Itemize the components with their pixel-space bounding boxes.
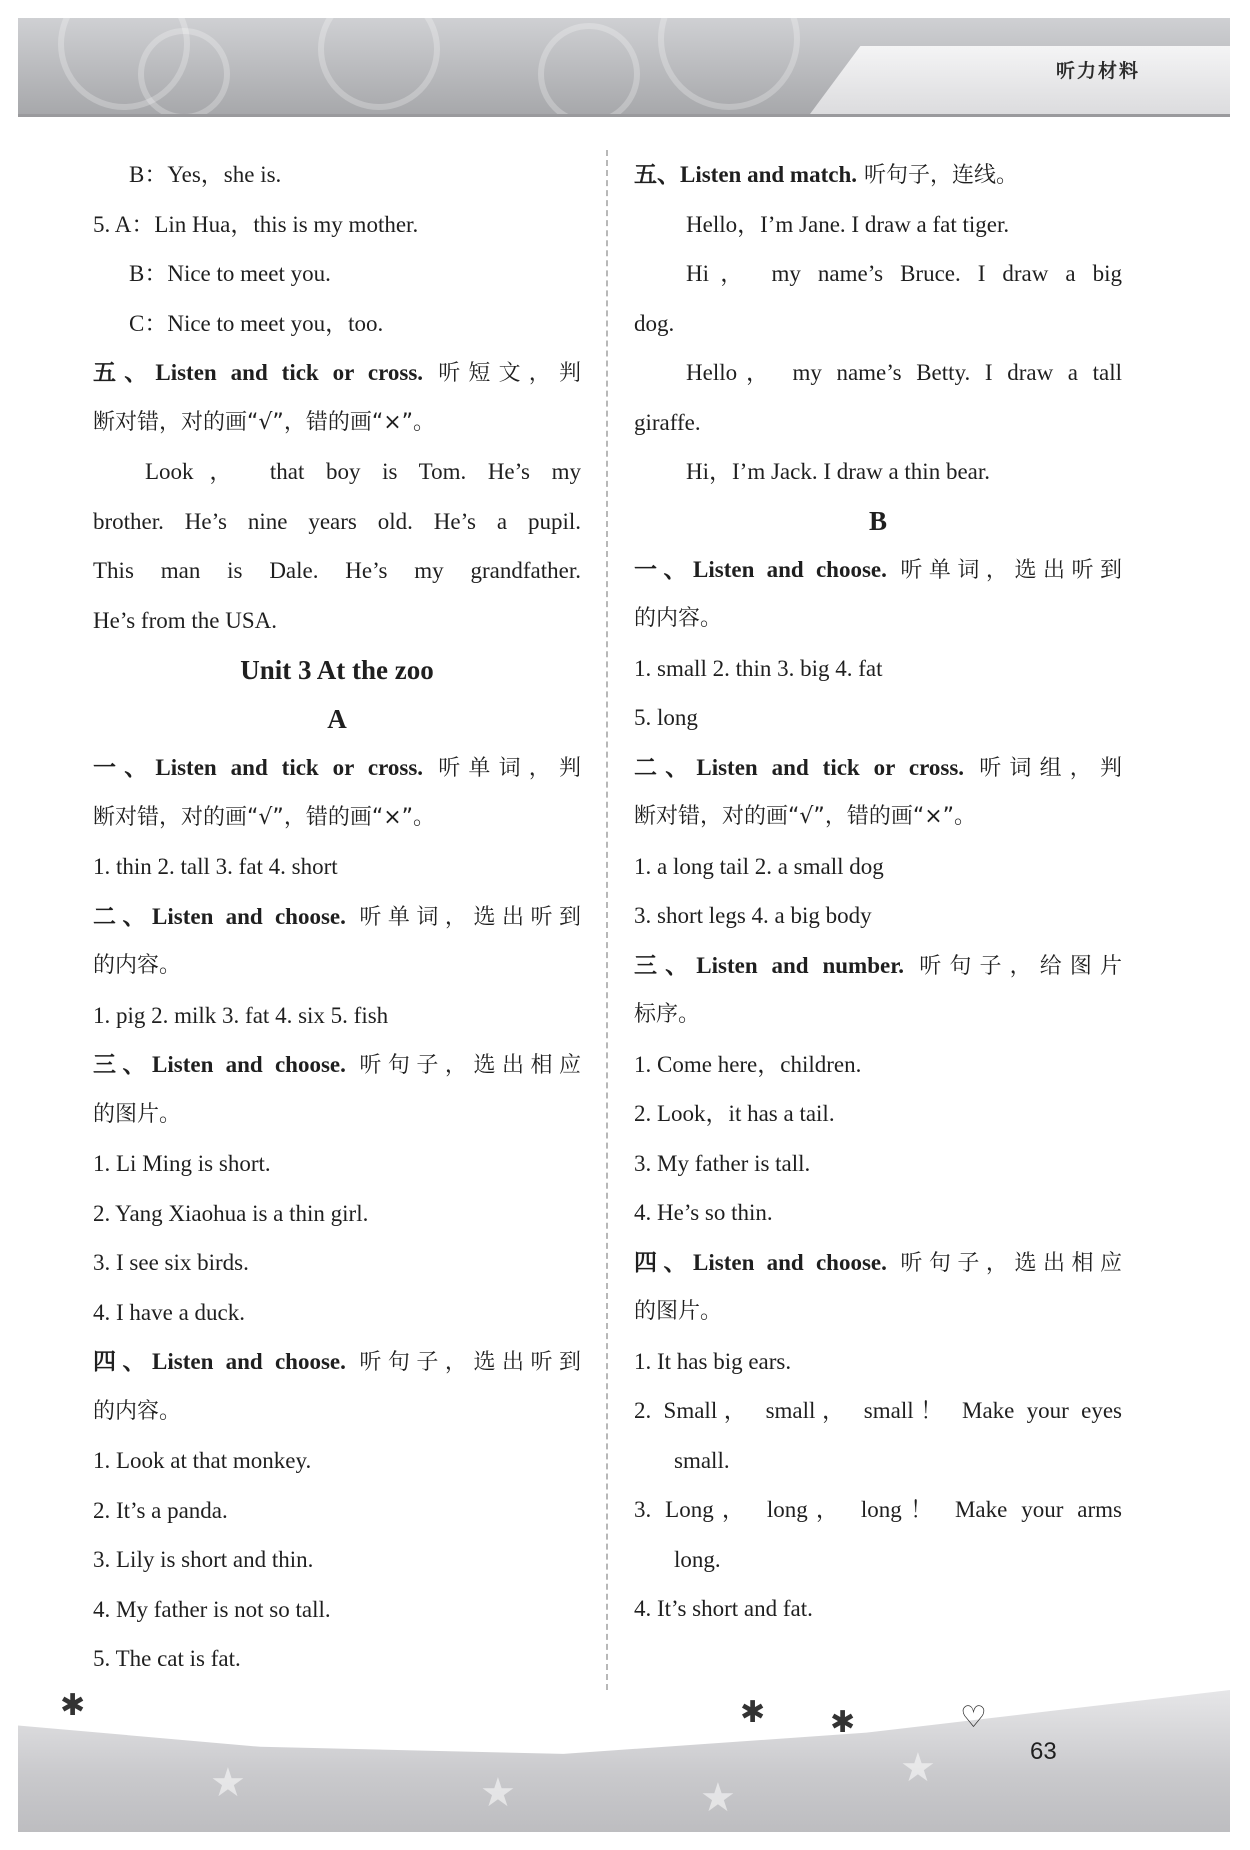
text-line: 5. The cat is fat. xyxy=(93,1646,241,1671)
star-icon: ★ xyxy=(210,1760,246,1806)
text-line: 的图片。 xyxy=(93,1101,182,1127)
exercise-instruction-cn: 听句子，选出相应 xyxy=(886,1250,1122,1276)
text-line: B：Yes，she is. xyxy=(129,162,282,187)
exercise-instruction-cn: 听短文，判 xyxy=(423,361,582,386)
text-line: 1. Look at that monkey. xyxy=(93,1448,312,1473)
page-header-banner xyxy=(18,18,1230,117)
part-heading: B xyxy=(868,505,887,536)
heart-icon: ♡ xyxy=(960,1700,987,1735)
text-line: small. xyxy=(674,1447,730,1473)
text-line: 3. Lily is short and thin. xyxy=(93,1547,314,1572)
text-line: 的内容。 xyxy=(634,606,723,631)
text-line: brother. He’s nine years old. He’s a pupil. xyxy=(93,508,581,534)
exercise-heading xyxy=(634,150,1122,200)
star-icon: ★ xyxy=(900,1745,936,1791)
text-line: 1. It has big ears. xyxy=(634,1348,792,1374)
exercise-title-en: 一、Listen and tick or cross. xyxy=(93,755,424,780)
star-icon: ★ xyxy=(700,1775,736,1821)
exercise-instruction-cn: 听句子，选出相应 xyxy=(345,1053,581,1078)
header-tab xyxy=(810,46,1230,114)
exercise-title-en: 五、Listen and tick or cross. xyxy=(93,360,424,385)
text-line: Hi，I’m Jack. I draw a thin bear. xyxy=(686,459,991,484)
text-line: 1. a long tail 2. a small dog xyxy=(634,853,884,879)
text-line: Hello，I’m Jane. I draw a fat tiger. xyxy=(686,211,1010,237)
exercise-heading xyxy=(93,892,581,942)
flower-icon: ✱ xyxy=(830,1705,856,1740)
text-line: 5. A：Lin Hua，this is my mother. xyxy=(93,211,419,237)
text-line: 2. Small， small， small！ Make your eyes xyxy=(634,1398,1122,1423)
exercise-title-en: 三、Listen and number. xyxy=(634,952,905,978)
exercise-instruction-cn: 听句子，连线。 xyxy=(857,163,1018,188)
text-line: 2. Look，it has a tail. xyxy=(634,1101,835,1126)
text-line: long. xyxy=(674,1546,721,1572)
text-line: 1. pig 2. milk 3. fat 4. six 5. fish xyxy=(93,1002,389,1028)
exercise-title-en: 二、Listen and choose. xyxy=(93,903,346,929)
flower-icon: ✱ xyxy=(60,1688,86,1723)
text-line: 断对错，对的画“√”，错的画“×”。 xyxy=(93,409,436,435)
text-line: 1. small 2. thin 3. big 4. fat xyxy=(634,655,883,681)
text-line: Hello， my name’s Betty. I draw a tall xyxy=(686,360,1122,385)
text-line: 4. I have a duck. xyxy=(93,1299,245,1325)
column-divider xyxy=(606,150,608,1690)
right-column xyxy=(634,150,1122,1634)
part-heading: A xyxy=(327,704,347,734)
text-line: 的内容。 xyxy=(93,1398,182,1424)
exercise-instruction-cn: 听句子，选出听到 xyxy=(345,1350,581,1375)
exercise-heading xyxy=(634,941,1122,991)
exercise-heading xyxy=(93,348,581,398)
text-line: 的图片。 xyxy=(634,1299,723,1324)
exercise-title-en: 二、Listen and tick or cross. xyxy=(634,754,965,780)
text-line: He’s from the USA. xyxy=(93,607,277,633)
exercise-title-en: 一、Listen and choose. xyxy=(634,556,887,582)
text-line: 1. Come here，children. xyxy=(634,1051,862,1077)
exercise-title-en: 五、Listen and match. xyxy=(634,162,857,187)
left-column xyxy=(93,150,581,1684)
text-line: B：Nice to meet you. xyxy=(129,261,331,286)
exercise-instruction-cn: 听单词，选出听到 xyxy=(345,904,581,930)
text-line: C：Nice to meet you，too. xyxy=(129,310,384,336)
exercise-title-en: 四、Listen and choose. xyxy=(93,1349,346,1374)
text-line: 3. Long， long， long！ Make your arms xyxy=(634,1497,1122,1522)
exercise-title-en: 三、Listen and choose. xyxy=(93,1052,346,1077)
text-line: giraffe. xyxy=(634,409,701,435)
text-line: 1. thin 2. tall 3. fat 4. short xyxy=(93,854,338,879)
star-icon: ★ xyxy=(480,1770,516,1816)
exercise-title-en: 四、Listen and choose. xyxy=(634,1249,887,1275)
exercise-heading xyxy=(93,743,581,793)
text-line: 断对错，对的画“√”，错的画“×”。 xyxy=(634,804,977,829)
text-line: 断对错，对的画“√”，错的画“×”。 xyxy=(93,804,436,830)
text-line: Look， that boy is Tom. He’s my xyxy=(145,459,581,484)
exercise-instruction-cn: 听单词，判 xyxy=(423,756,582,781)
text-line: 1. Li Ming is short. xyxy=(93,1151,271,1176)
text-line: Hi， my name’s Bruce. I draw a big xyxy=(686,261,1122,286)
page-number: 63 xyxy=(1030,1738,1057,1765)
text-line: 5. long xyxy=(634,705,698,730)
exercise-heading xyxy=(93,1040,581,1090)
text-line: 2. Yang Xiaohua is a thin girl. xyxy=(93,1200,369,1226)
text-line: 3. My father is tall. xyxy=(634,1150,811,1176)
text-line: 3. I see six birds. xyxy=(93,1250,249,1275)
text-line: 4. My father is not so tall. xyxy=(93,1596,331,1622)
exercise-heading xyxy=(634,1238,1122,1288)
flower-icon: ✱ xyxy=(740,1695,766,1730)
unit-title: Unit 3 At the zoo xyxy=(240,655,434,685)
text-line: 3. short legs 4. a big body xyxy=(634,903,872,928)
text-line: This man is Dale. He’s my grandfather. xyxy=(93,558,581,583)
exercise-instruction-cn: 听单词，选出听到 xyxy=(886,557,1122,583)
exercise-instruction-cn: 听句子，给图片 xyxy=(904,953,1123,979)
exercise-instruction-cn: 听词组，判 xyxy=(964,755,1123,781)
text-line: 的内容。 xyxy=(93,953,182,978)
section-label: 听力材料 xyxy=(1055,60,1140,82)
exercise-heading xyxy=(93,1337,581,1387)
exercise-heading xyxy=(634,743,1122,793)
text-line: 4. It’s short and fat. xyxy=(634,1596,813,1621)
text-line: 2. It’s a panda. xyxy=(93,1497,228,1523)
text-line: 4. He’s so thin. xyxy=(634,1200,773,1225)
exercise-heading xyxy=(634,545,1122,595)
text-line: 标序。 xyxy=(634,1002,701,1027)
text-line: dog. xyxy=(634,310,675,336)
